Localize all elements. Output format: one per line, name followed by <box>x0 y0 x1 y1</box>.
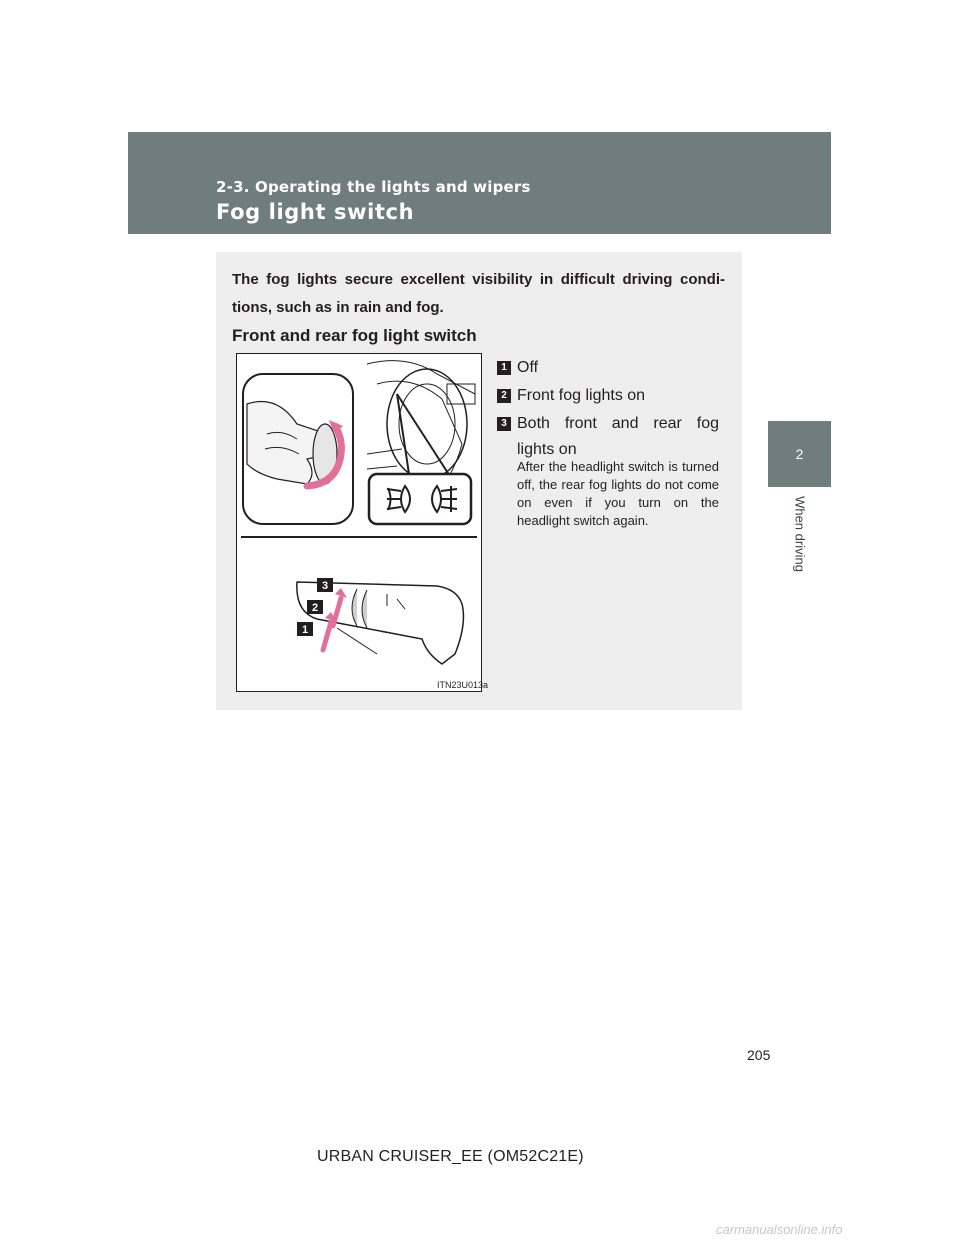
section-label: 2-3. Operating the lights and wipers <box>216 178 531 196</box>
page-title: Fog light switch <box>216 200 415 224</box>
position-label-continued: lights on <box>517 441 577 458</box>
switch-positions-list <box>497 355 719 463</box>
list-item <box>497 355 719 381</box>
chapter-label: When driving <box>792 496 808 572</box>
list-item <box>497 383 719 409</box>
intro-text: The fog lights secure excellent visibility in difficult driving condi-tions, such as in rain and fog. <box>232 271 725 316</box>
position-number: 3 <box>497 417 511 431</box>
position-label: Front fog lights on <box>517 387 646 404</box>
position-label: Both front and rear fog <box>517 415 719 432</box>
position-number: 1 <box>497 361 511 375</box>
figure-code: ITN23U013a <box>437 680 489 690</box>
fog-switch-illustration <box>236 353 489 692</box>
footer-model: URBAN CRUISER_EE (OM52C21E) <box>317 1148 584 1165</box>
page-number: 205 <box>747 1047 771 1063</box>
callout-2: 2 <box>311 602 319 614</box>
illustration-svg <box>237 354 489 691</box>
chapter-number: 2 <box>795 446 804 462</box>
position-number: 2 <box>497 389 511 403</box>
position-label: Off <box>517 359 539 376</box>
list-item <box>497 411 719 437</box>
callout-3: 3 <box>321 580 329 592</box>
sub-heading: Front and rear fog light switch <box>232 326 477 345</box>
note-text: After the headlight switch is turned off, the rear fog lights do not come on even if you turn on the headlight switch again. <box>517 459 719 528</box>
watermark: carmanualsonline.info <box>716 1222 843 1237</box>
chapter-tab[interactable] <box>768 421 831 487</box>
callout-1: 1 <box>301 624 309 636</box>
